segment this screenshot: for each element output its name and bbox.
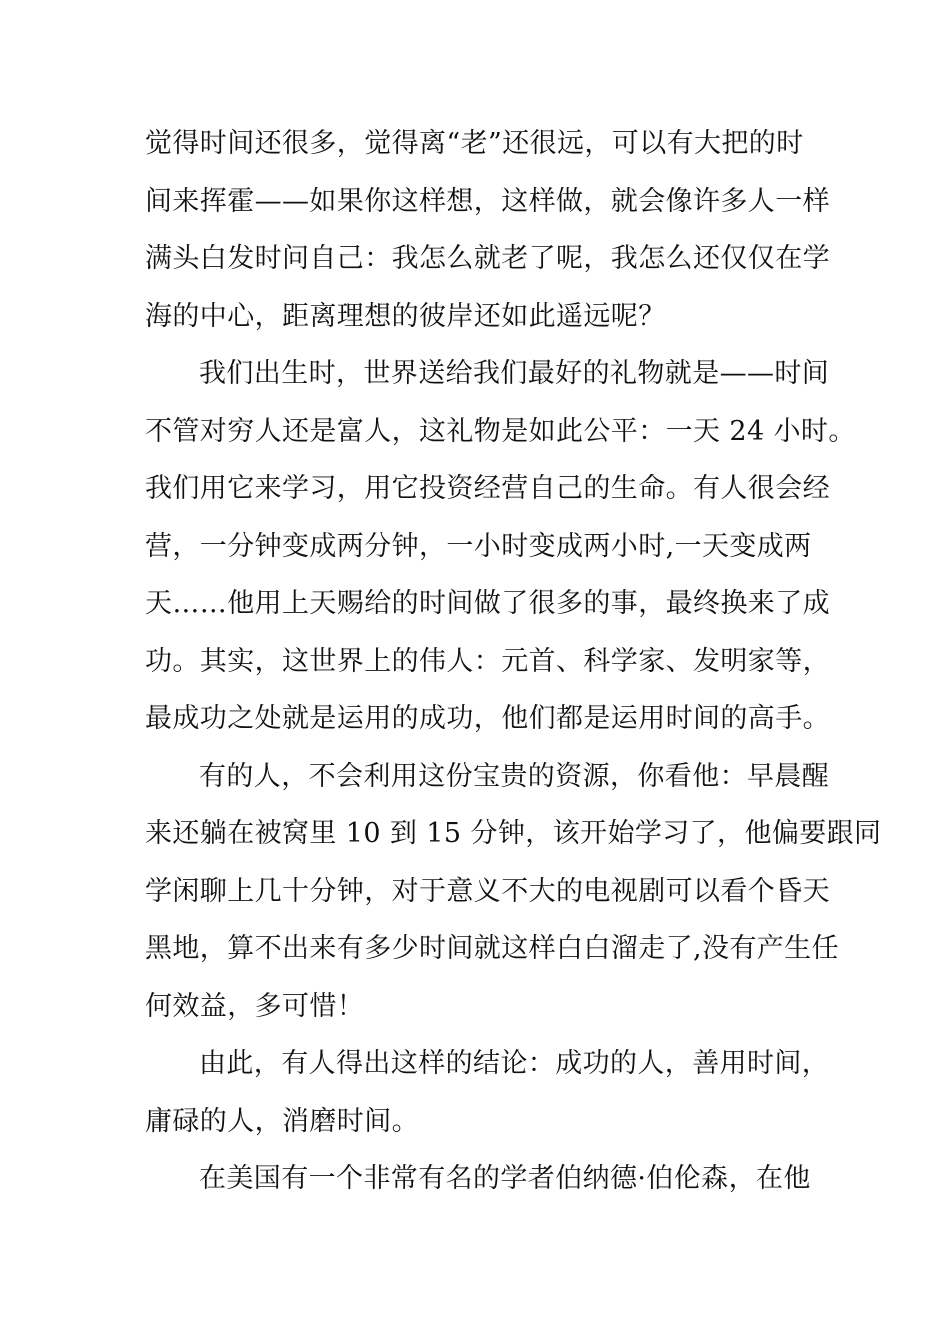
text-line: 满头白发时问自己：我怎么就老了呢，我怎么还仅仅在学 [145, 243, 830, 274]
text-line: 最成功之处就是运用的成功，他们都是运用时间的高手。 [145, 703, 830, 734]
text-line: 学闲聊上几十分钟，对于意义不大的电视剧可以看个昏天 [145, 875, 830, 907]
text-line: 来还躺在被窝里 10 到 15 分钟，该开始学习了，他偏要跟同 [145, 818, 882, 849]
text-line: 天……他用上天赐给的时间做了很多的事，最终换来了成 [145, 588, 830, 619]
text-line: 在美国有一个非常有名的学者伯纳德·伯伦森，在他 [199, 1163, 811, 1194]
text-line: 我们用它来学习，用它投资经营自己的生命。有人很会经 [145, 473, 830, 504]
paragraph-2 [145, 345, 856, 748]
text-line: 有的人，不会利用这份宝贵的资源，你看他：早晨醒 [199, 760, 830, 792]
text-line: 间来挥霍——如果你这样想，这样做，就会像许多人一样 [145, 185, 830, 217]
text-line: 何效益，多可惜！ [145, 990, 365, 1022]
text-line: 黑地，算不出来有多少时间就这样白白溜走了,没有产生任 [145, 933, 839, 964]
text-line: 由此，有人得出这样的结论：成功的人，善用时间， [199, 1048, 830, 1079]
text-line: 我们出生时，世界送给我们最好的礼物就是——时间 [199, 358, 830, 389]
text-line: 不管对穷人还是富人，这礼物是如此公平：一天 24 小时。 [145, 415, 856, 447]
paragraph-5 [145, 1150, 811, 1208]
text-line: 功。其实，这世界上的伟人：元首、科学家、发明家等， [145, 645, 830, 677]
paragraph-1 [145, 115, 830, 345]
text-line: 海的中心，距离理想的彼岸还如此遥远呢？ [145, 300, 666, 332]
document-body [145, 115, 882, 1208]
paragraph-3 [145, 748, 882, 1036]
text-line: 庸碌的人，消磨时间。 [145, 1105, 419, 1137]
text-line: 营，一分钟变成两分钟，一小时变成两小时,一天变成两 [145, 530, 812, 562]
paragraph-4 [145, 1035, 830, 1150]
text-line: 觉得时间还很多，觉得离“老”还很远，可以有大把的时 [145, 128, 804, 159]
